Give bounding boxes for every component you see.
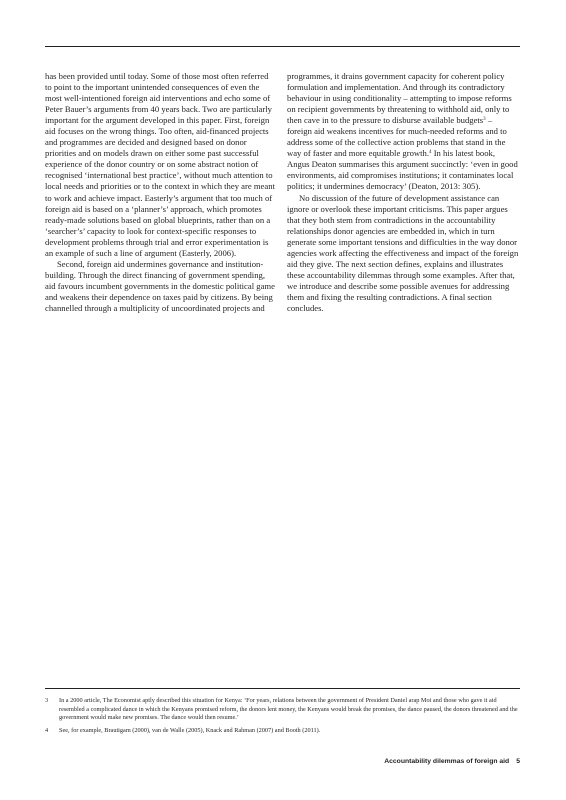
paragraph-text: In his latest book, Angus Deaton summarises this argument succinctly: ‘even in good environments, aid compromises institutions; it contaminates local politics; it undermines democracy’ (Deaton, 2013: 305). <box>287 148 518 192</box>
page-footer <box>384 758 520 765</box>
left-column <box>45 71 277 314</box>
paragraph-text: programmes, it drains government capacity for coherent policy formulation and implementation. And through its contradictory behaviour in using conditionality – attempting to impose reforms on recipient governments by threatening to withhold aid, only to then cave in to the pressure to disburse available budgets <box>287 71 512 126</box>
footnote <box>45 697 520 723</box>
footnote-ref-3[interactable]: 3 <box>483 117 486 123</box>
footnote-number: 3 <box>45 697 49 704</box>
footnote-text: See, for example, Brautigam (2000), van de Walle (2005), Knack and Rahman (2007) and Booth (2011). <box>59 727 321 735</box>
footnote-rule <box>45 688 520 689</box>
page-number: 5 <box>516 758 520 765</box>
paragraph: has been provided until today. Some of those most often referred to point to the important unintended consequences of even the most well-intentioned foreign aid interventions and echo some of Peter Bauer’s arguments from 40 years back. Two are particularly important for the argument developed in this paper. First, foreign aid focuses on the wrong things. Too often, aid-financed projects and programmes are decided and designed based on donor priorities and on models drawn on either some past successful experience of the donor country or on some abstract notion of recognised ‘international best practice’, without much attention to local needs and priorities or to the context in which they are meant to work and achieve impact. Easterly’s argument that too much of foreign aid is based on a ‘planner’s’ approach, which promotes ready-made solutions based on global blueprints, rather than on a ‘searcher’s’ capacity to look for context-specific responses to development problems through trial and error experimentation is an example of such a line of argument (Easterly, 2006). <box>45 71 275 258</box>
paragraph: No discussion of the future of development assistance can ignore or overlook these important criticisms. This paper argues that they both stem from contradictions in the accountability relationships donor agencies are embedded in, which in turn generate some important tensions and difficulties in the way donor agencies work affecting the effectiveness and impact of the foreign aid they give. The next section defines, explains and illustrates these accountability dilemmas through some examples. After that, we introduce and describe some possible avenues for addressing them and fixing the resulting contradictions. A final section concludes. <box>287 192 519 313</box>
right-column <box>287 71 519 314</box>
footnote-text: In a 2000 article, The Economist aptly described this situation for Kenya: ‘For years, relations between the government of President Daniel arap Moi and those who gave it aid resembled a complicated dance in which the Kenyans promised reform, the donors lent money, the Kenyans would break the promises, the dance paused, the donors threatened and the government would make new promises. The dance would then resume.’ <box>59 697 518 722</box>
footnote-number: 4 <box>45 727 49 735</box>
paragraph: Second, foreign aid undermines governance and institution-building. Through the direct financing of government spending, aid favours incumbent governments in the domestic political game and weakens their dependence on taxes paid by citizens. By being channelled through a multiplicity of uncoordinated projects and <box>45 258 275 313</box>
paragraph <box>287 71 519 193</box>
header-rule <box>45 46 520 47</box>
footnote <box>45 727 520 736</box>
running-title: Accountability dilemmas of foreign aid <box>384 758 510 765</box>
paragraph-text: – foreign aid weakens incentives for much-needed reforms and to address some of the collective action problems that stand in the way of faster and more equitable growth. <box>287 115 507 159</box>
footnote-ref-4[interactable]: 4 <box>429 150 432 156</box>
footnotes <box>45 697 520 740</box>
